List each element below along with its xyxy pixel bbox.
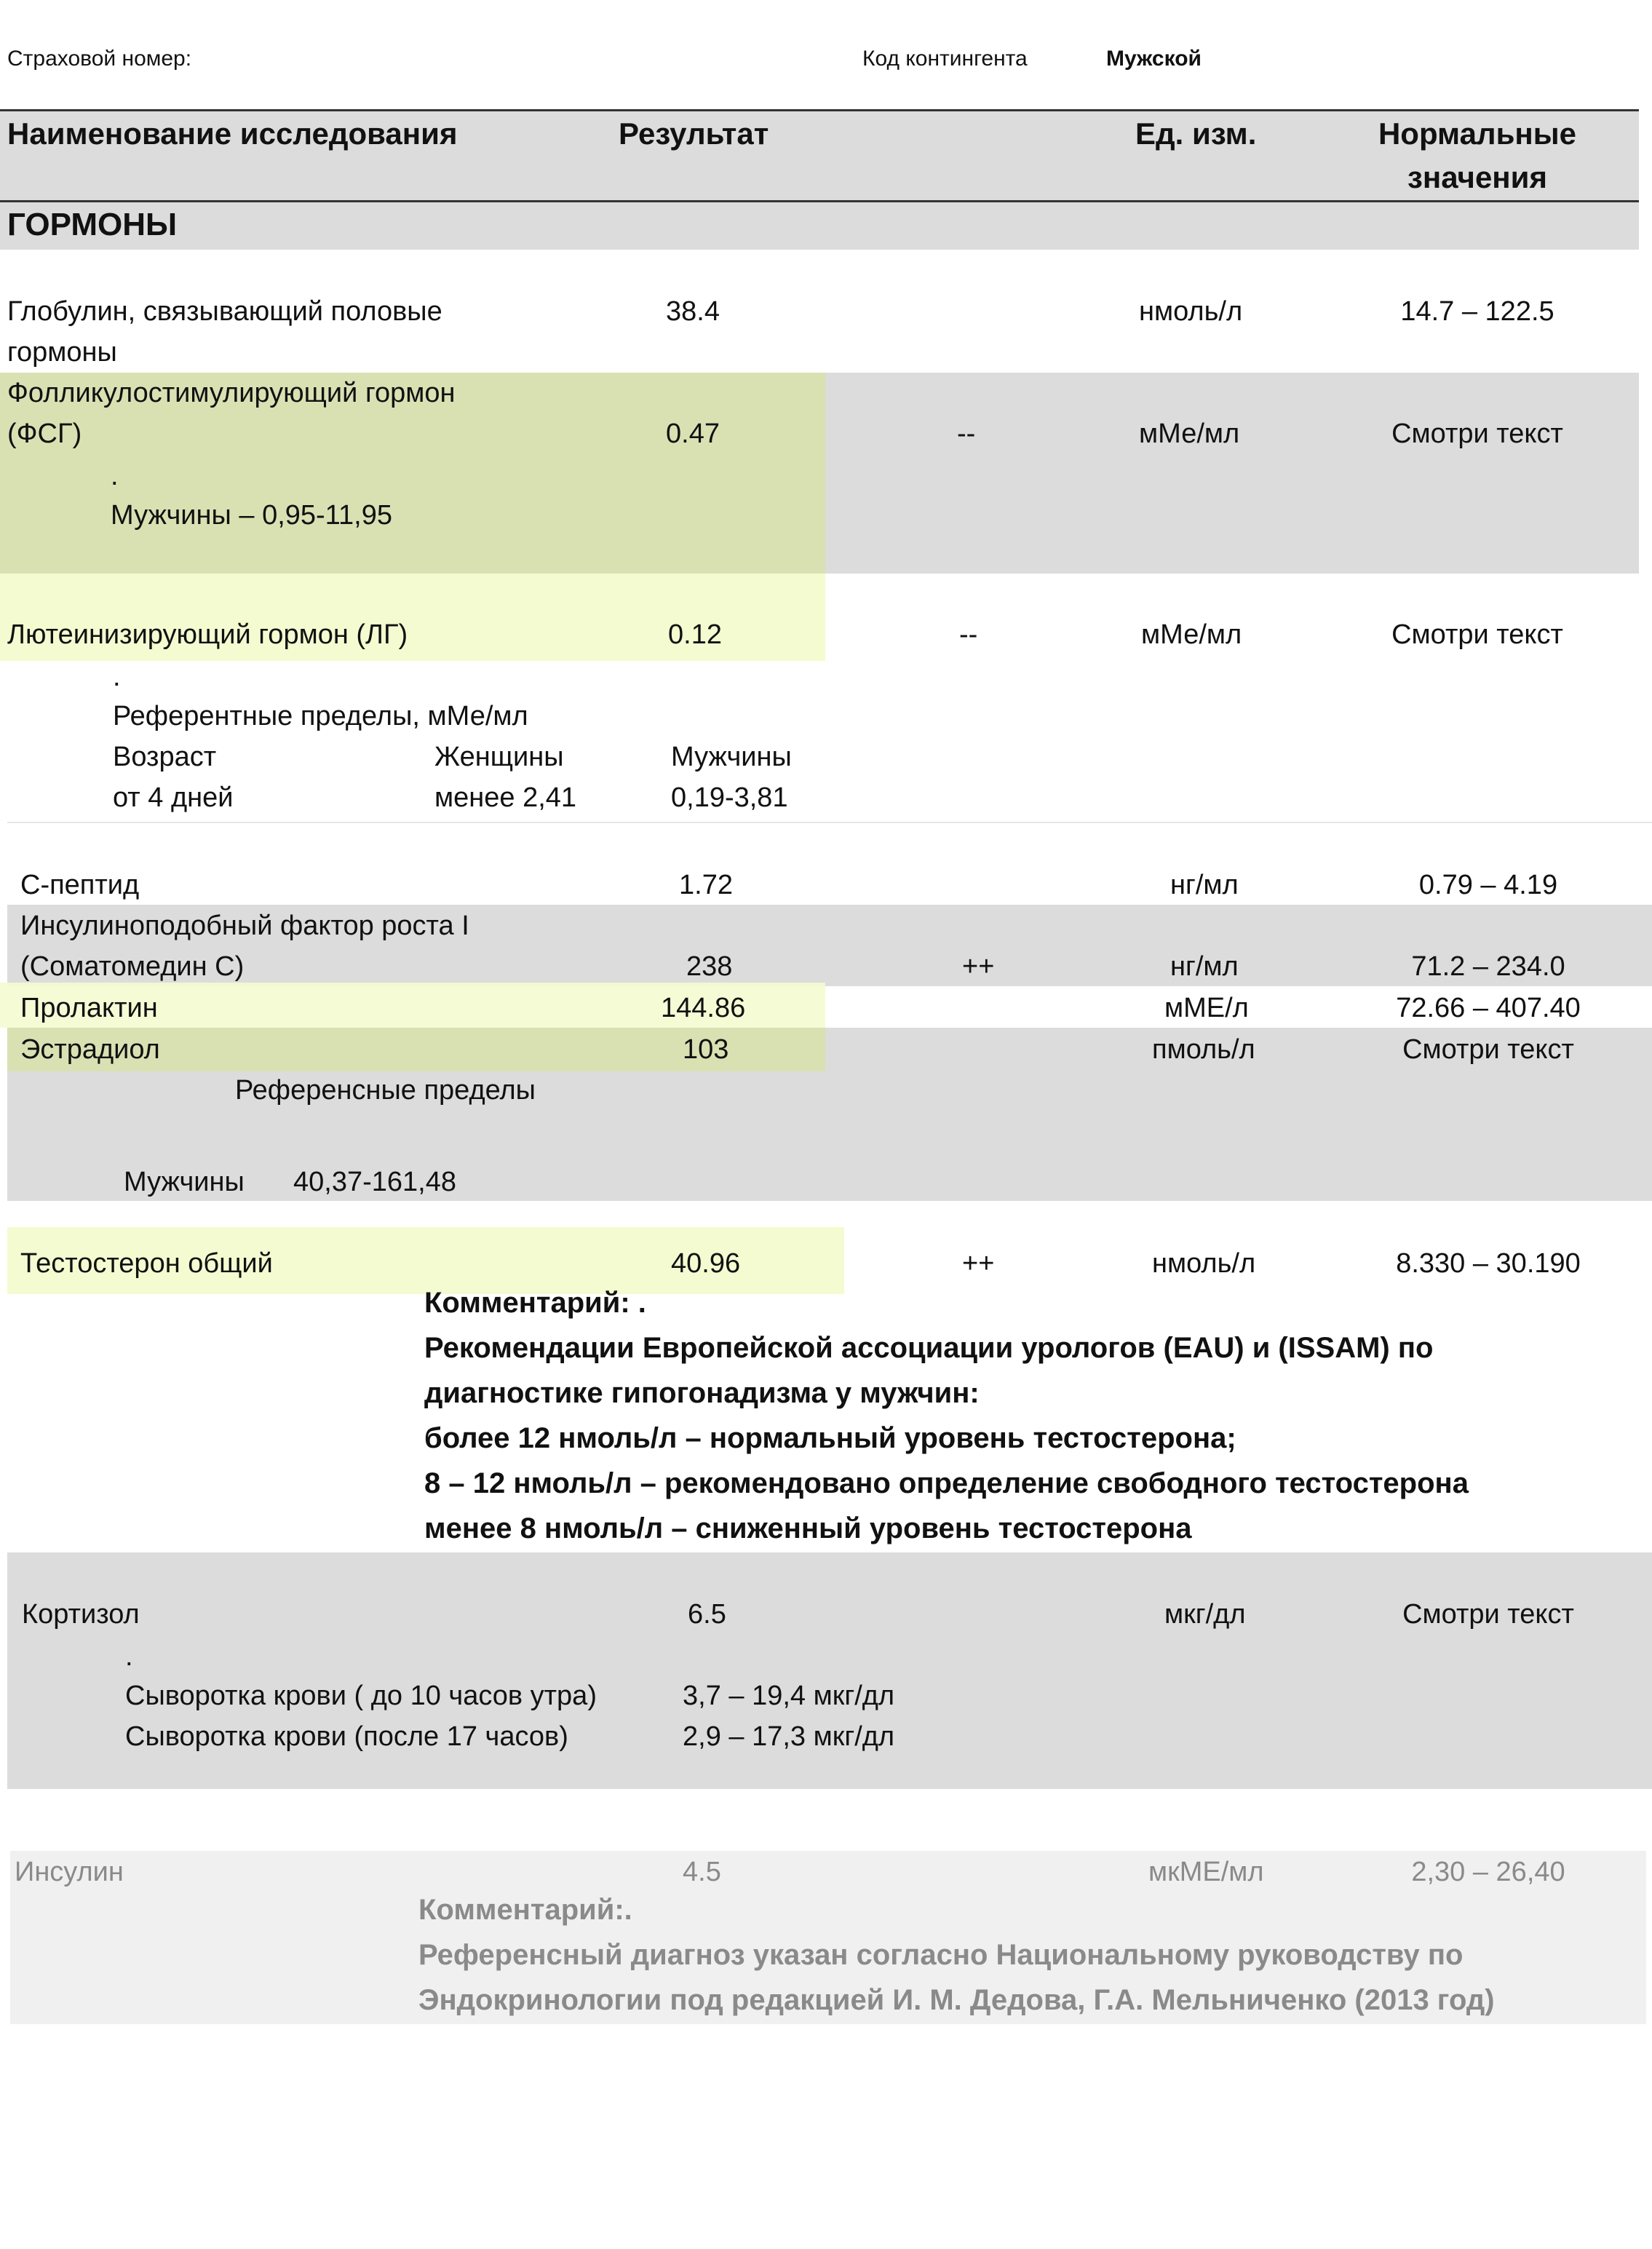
lh-note-title: Референтные пределы, мМе/мл	[113, 701, 528, 731]
cpeptide-unit: нг/мл	[1170, 870, 1239, 900]
cpeptide-result: 1.72	[679, 870, 733, 900]
cortisol-name: Кортизол	[22, 1599, 140, 1630]
fsh-normal: Смотри текст	[1391, 419, 1563, 449]
insulin-result: 4.5	[683, 1857, 721, 1887]
estradiol-name: Эстрадиол	[20, 1034, 160, 1065]
insulin-comment-1: Комментарий:.	[418, 1894, 632, 1926]
lh-note-men: 0,19-3,81	[671, 782, 788, 813]
testosterone-unit: нмоль/л	[1152, 1248, 1256, 1279]
fsh-unit: мМе/мл	[1139, 419, 1240, 449]
lh-note-header-women: Женщины	[434, 742, 564, 772]
prolactin-normal: 72.66 – 407.40	[1396, 993, 1581, 1023]
fsh-name-1: Фолликулостимулирующий гормон	[7, 378, 456, 408]
testosterone-normal: 8.330 – 30.190	[1396, 1248, 1581, 1279]
lh-normal: Смотри текст	[1391, 619, 1563, 650]
lh-note-age: от 4 дней	[113, 782, 234, 813]
header-top-rule	[0, 109, 1639, 111]
section-band	[0, 202, 1639, 250]
lh-note-header-men: Мужчины	[671, 742, 792, 772]
insulin-name: Инсулин	[15, 1857, 124, 1887]
estradiol-note-title: Референсные пределы	[235, 1075, 536, 1106]
estradiol-normal: Смотри текст	[1402, 1034, 1574, 1065]
igf-flag: ++	[962, 951, 995, 982]
cortisol-result: 6.5	[688, 1599, 726, 1630]
divider	[7, 822, 1652, 823]
shbg-name-2: гормоны	[7, 337, 117, 368]
cortisol-normal: Смотри текст	[1402, 1599, 1574, 1630]
fsh-note: Мужчины – 0,95-11,95	[111, 500, 392, 531]
insulin-normal: 2,30 – 26,40	[1411, 1857, 1565, 1887]
lh-unit: мМе/мл	[1141, 619, 1242, 650]
shbg-name-1: Глобулин, связывающий половые	[7, 296, 442, 327]
lh-name: Лютеинизирующий гормон (ЛГ)	[7, 619, 408, 650]
igf-name-1: Инсулиноподобный фактор роста I	[20, 911, 469, 941]
prolactin-unit: мМЕ/л	[1164, 993, 1249, 1023]
column-header-normal-1: Нормальные	[1378, 116, 1577, 151]
testosterone-comment-1: Комментарий: .	[424, 1287, 646, 1319]
fsh-note-dot: .	[111, 461, 119, 491]
prolactin-name: Пролактин	[20, 993, 158, 1023]
testosterone-comment-2: Рекомендации Европейской ассоциации урологов (EAU) и (ISSAM) по	[424, 1332, 1434, 1364]
cpeptide-normal: 0.79 – 4.19	[1418, 870, 1558, 900]
shbg-result: 38.4	[666, 296, 720, 327]
cortisol-note-value-1: 3,7 – 19,4 мкг/дл	[683, 1681, 895, 1711]
estradiol-result: 103	[683, 1034, 729, 1065]
testosterone-comment-3: диагностике гипогонадизма у мужчин:	[424, 1377, 980, 1409]
estradiol-note-label: Мужчины	[124, 1167, 245, 1197]
column-header-unit: Ед. изм.	[1135, 116, 1257, 151]
testosterone-flag: ++	[962, 1248, 995, 1279]
fsh-name-2: (ФСГ)	[7, 419, 82, 449]
cortisol-note-dot: .	[125, 1641, 133, 1672]
column-header-name: Наименование исследования	[7, 116, 458, 151]
testosterone-comment-6: менее 8 нмоль/л – сниженный уровень тестостерона	[424, 1512, 1192, 1544]
testosterone-comment-4: более 12 нмоль/л – нормальный уровень тестостерона;	[424, 1422, 1236, 1454]
shbg-unit: нмоль/л	[1139, 296, 1243, 327]
lh-flag: --	[959, 619, 978, 650]
lh-note-women: менее 2,41	[434, 782, 577, 813]
testosterone-result: 40.96	[671, 1248, 741, 1279]
lh-result: 0.12	[668, 619, 722, 650]
insulin-comment-2: Референсный диагноз указан согласно Национальному руководству по	[418, 1939, 1464, 1971]
fsh-flag: --	[957, 419, 976, 449]
cortisol-note-label-2: Сыворотка крови (после 17 часов)	[125, 1721, 568, 1752]
section-title: ГОРМОНЫ	[7, 207, 178, 242]
cortisol-unit: мкг/дл	[1164, 1599, 1246, 1630]
contingent-code-label: Код контингента	[862, 47, 1028, 71]
igf-unit: нг/мл	[1170, 951, 1239, 982]
prolactin-result: 144.86	[661, 993, 746, 1023]
estradiol-unit: пмоль/л	[1152, 1034, 1255, 1065]
insulin-unit: мкМЕ/мл	[1148, 1857, 1264, 1887]
testosterone-name: Тестостерон общий	[20, 1248, 273, 1279]
column-header-result: Результат	[619, 116, 769, 151]
shbg-normal: 14.7 – 122.5	[1400, 296, 1554, 327]
lh-note-header-age: Возраст	[113, 742, 217, 772]
cortisol-note-value-2: 2,9 – 17,3 мкг/дл	[683, 1721, 895, 1752]
igf-result: 238	[686, 951, 733, 982]
contingent-value: Мужской	[1106, 47, 1202, 71]
cortisol-note-label-1: Сыворотка крови ( до 10 часов утра)	[125, 1681, 597, 1711]
igf-name-2: (Соматомедин С)	[20, 951, 245, 982]
insulin-comment-3: Эндокринологии под редакцией И. М. Дедова, Г.А. Мельниченко (2013 год)	[418, 1984, 1495, 2016]
lh-note-dot: .	[113, 662, 121, 692]
estradiol-note-value: 40,37-161,48	[293, 1167, 456, 1197]
column-header-normal-2: значения	[1407, 160, 1547, 194]
testosterone-comment-5: 8 – 12 нмоль/л – рекомендовано определение свободного тестостерона	[424, 1467, 1469, 1499]
igf-normal: 71.2 – 234.0	[1411, 951, 1565, 982]
insurance-number-label: Страховой номер:	[7, 47, 192, 71]
fsh-result: 0.47	[666, 419, 720, 449]
cpeptide-name: С-пептид	[20, 870, 140, 900]
